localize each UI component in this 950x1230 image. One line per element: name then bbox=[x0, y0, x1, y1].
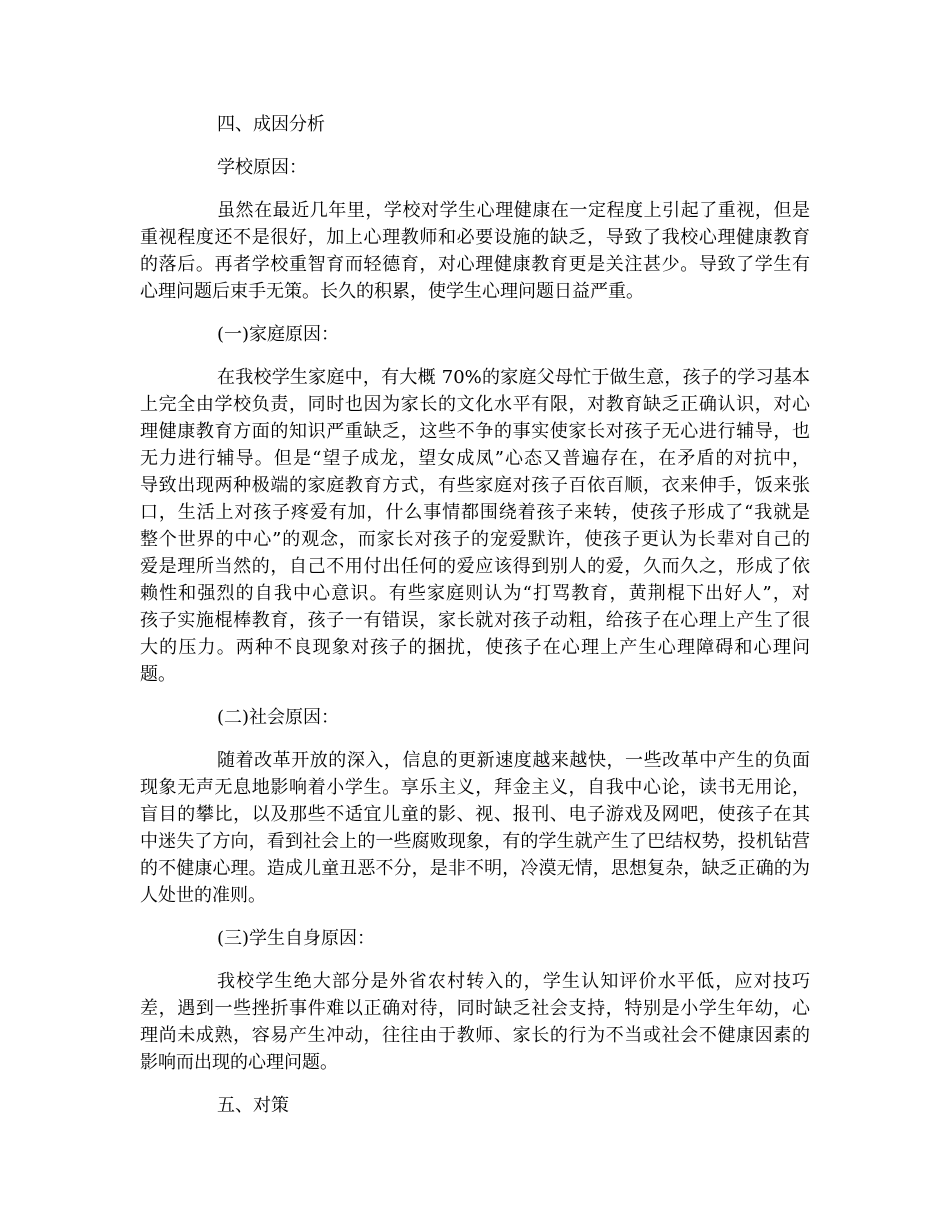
paragraph-line: 整个世界的中心”的观念，而家长对孩子的宠爱默许，使孩子更认为长辈对自己的 bbox=[140, 529, 810, 550]
section-heading bbox=[140, 154, 810, 181]
paragraph-line: 现象无声无息地影响着小学生。享乐主义，拜金主义，自我中心论，读书无用论， bbox=[140, 777, 810, 798]
paragraph-line: 爱是理所当然的，自己不用付出任何的爱应该得到别人的爱，久而久之，形成了依 bbox=[140, 556, 810, 577]
paragraph-line: 虽然在最近几年里，学校对学生心理健康在一定程度上引起了重视，但是 bbox=[217, 200, 810, 221]
paragraph-line: 孩子实施棍棒教育，孩子一有错误，家长就对孩子动粗，给孩子在心理上产生了很 bbox=[140, 610, 810, 631]
section-heading bbox=[140, 704, 810, 731]
section-heading bbox=[140, 1092, 810, 1119]
paragraph-line: 人处世的准则。 bbox=[140, 885, 266, 906]
document-body bbox=[140, 111, 810, 1135]
paragraph-line: 心理问题后束手无策。长久的积累，使学生心理问题日益严重。 bbox=[140, 281, 644, 302]
heading-text: (一)家庭原因： bbox=[217, 324, 340, 345]
heading-text: (二)社会原因： bbox=[217, 707, 340, 728]
paragraph-line: 随着改革开放的深入，信息的更新速度越来越快，一些改革中产生的负面 bbox=[217, 750, 810, 771]
paragraph-line: 题。 bbox=[140, 664, 176, 685]
paragraph-line: 差，遇到一些挫折事件难以正确对待，同时缺乏社会支持，特别是小学生年幼，心 bbox=[140, 998, 810, 1019]
paragraph-line: 中迷失了方向，看到社会上的一些腐败现象，有的学生就产生了巴结权势，投机钻营 bbox=[140, 831, 810, 852]
heading-text: 四、成因分析 bbox=[217, 114, 325, 135]
paragraph-line: 口，生活上对孩子疼爱有加，什么事情都围绕着孩子来转，使孩子形成了“我就是 bbox=[140, 502, 810, 523]
paragraph-line: 理尚未成熟，容易产生冲动，往往由于教师、家长的行为不当或社会不健康因素的 bbox=[140, 1025, 810, 1046]
paragraph bbox=[140, 968, 810, 1076]
paragraph-line: 在我校学生家庭中，有大概 70%的家庭父母忙于做生意，孩子的学习基本 bbox=[217, 367, 810, 388]
paragraph-line: 的不健康心理。造成儿童丑恶不分，是非不明，冷漠无情，思想复杂，缺乏正确的为 bbox=[140, 858, 810, 879]
paragraph-line: 的落后。再者学校重智育而轻德育，对心理健康教育更是关注甚少。导致了学生有 bbox=[140, 254, 810, 275]
paragraph-line: 大的压力。两种不良现象对孩子的捆扰，使孩子在心理上产生心理障碍和心理问 bbox=[140, 637, 810, 658]
paragraph-line: 影响而出现的心理问题。 bbox=[140, 1052, 338, 1073]
heading-text: (三)学生自身原因： bbox=[217, 928, 376, 949]
paragraph-line: 赖性和强烈的自我中心意识。有些家庭则认为“打骂教育，黄荆棍下出好人”，对 bbox=[140, 583, 810, 604]
paragraph bbox=[140, 364, 810, 688]
paragraph-line: 我校学生绝大部分是外省农村转入的，学生认知评价水平低，应对技巧 bbox=[217, 971, 810, 992]
paragraph-line: 上完全由学校负责，同时也因为家长的文化水平有限，对教育缺乏正确认识，对心 bbox=[140, 394, 810, 415]
paragraph-line: 重视程度还不是很好，加上心理教师和必要设施的缺乏，导致了我校心理健康教育 bbox=[140, 227, 810, 248]
paragraph bbox=[140, 747, 810, 909]
paragraph-line: 无力进行辅导。但是“望子成龙，望女成凤”心态又普遍存在，在矛盾的对抗中， bbox=[140, 448, 810, 469]
section-heading bbox=[140, 111, 810, 138]
section-heading bbox=[140, 925, 810, 952]
section-heading bbox=[140, 321, 810, 348]
paragraph bbox=[140, 197, 810, 305]
heading-text: 五、对策 bbox=[217, 1095, 289, 1116]
heading-text: 学校原因： bbox=[217, 157, 307, 178]
paragraph-line: 盲目的攀比，以及那些不适宜儿童的影、视、报刊、电子游戏及网吧，使孩子在其 bbox=[140, 804, 810, 825]
paragraph-line: 导致出现两种极端的家庭教育方式，有些家庭对孩子百依百顺，衣来伸手，饭来张 bbox=[140, 475, 810, 496]
paragraph-line: 理健康教育方面的知识严重缺乏，这些不争的事实使家长对孩子无心进行辅导，也 bbox=[140, 421, 810, 442]
